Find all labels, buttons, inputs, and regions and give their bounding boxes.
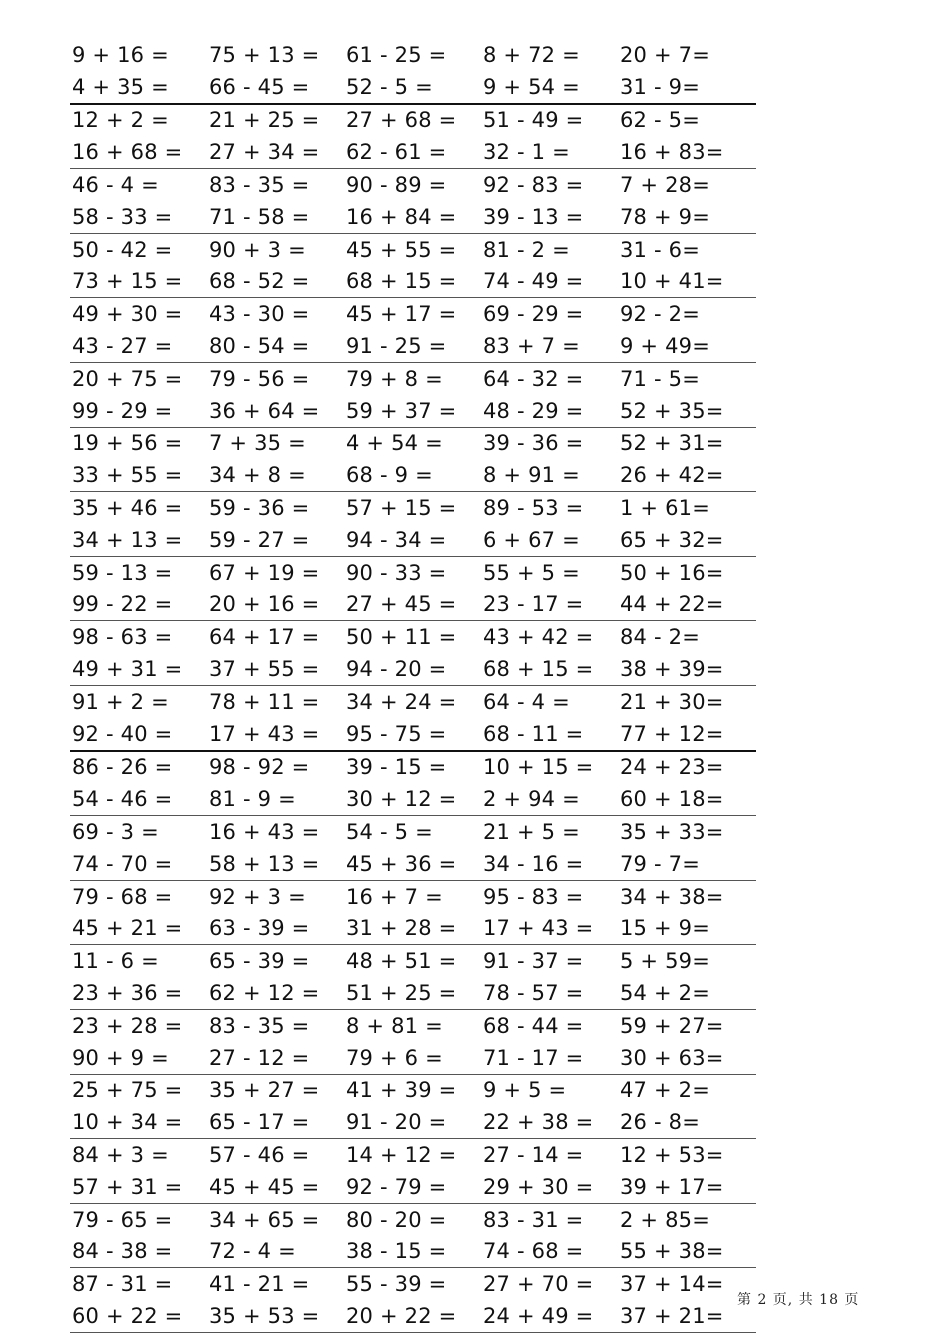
math-problem: 92 - 40 = [72,721,173,746]
math-problem: 34 + 13 = [72,527,183,552]
math-problem: 41 + 39 = [346,1078,457,1103]
math-problem: 54 - 46 = [72,787,173,812]
problem-group [70,105,756,170]
math-problem: 15 + 9= [620,916,711,941]
math-problem: 20 + 75 = [72,366,183,391]
math-problem: 54 + 2= [620,981,711,1005]
math-problem: 12 + 53= [620,1142,724,1167]
problem-row [70,1300,756,1332]
math-problem: 38 + 39= [620,657,724,682]
math-problem: 21 + 25 = [209,108,320,133]
problem-row [70,39,756,71]
math-problem: 39 - 15 = [346,755,447,780]
math-problem: 71 - 58 = [209,204,310,229]
problem-row [70,459,756,491]
math-problem: 79 + 6 = [346,1045,443,1070]
math-problem: 43 - 27 = [72,334,173,359]
math-problem: 29 + 30 = [483,1174,594,1199]
math-problem: 30 + 63= [620,1045,724,1070]
problem-row [70,945,756,977]
math-problem: 37 + 14= [620,1272,724,1297]
math-problem: 91 + 2 = [72,689,169,714]
problem-row [70,71,756,103]
problem-row [70,1075,756,1107]
math-problem: 23 + 28 = [72,1013,183,1038]
problem-row [70,913,756,945]
math-problem: 95 - 83 = [483,884,584,909]
problem-row [70,816,756,848]
math-problem: 91 - 37 = [483,949,584,974]
math-problem: 38 - 15 = [346,1239,447,1264]
math-problem: 64 - 32 = [483,366,584,391]
math-problem: 9 + 54 = [483,74,580,99]
math-problem: 12 + 2 = [72,108,169,133]
math-problem: 45 + 21 = [72,916,183,941]
math-problem: 79 - 65 = [72,1207,173,1232]
problem-row [70,1042,756,1074]
problem-group [70,816,756,881]
problem-row [70,1139,756,1171]
problem-row [70,1204,756,1236]
problem-row [70,718,756,750]
math-problem: 65 + 32= [620,527,724,552]
math-problem: 31 + 28 = [346,916,457,941]
problem-group [70,234,756,299]
problem-row [70,557,756,589]
math-problem: 16 + 68 = [72,140,183,165]
math-problem: 94 - 20 = [346,657,447,682]
math-problem: 68 - 9 = [346,463,433,488]
math-problem: 58 + 13 = [209,851,320,876]
math-problem: 23 + 36 = [72,981,183,1005]
math-problem: 51 + 25 = [346,981,457,1005]
math-problem: 2 + 94 = [483,787,580,812]
math-problem: 69 - 3 = [72,820,159,845]
math-problem: 69 - 29 = [483,302,584,327]
problem-row [70,201,756,233]
math-problem: 91 - 25 = [346,334,447,359]
math-problem: 43 + 42 = [483,625,594,650]
problem-group [70,621,756,686]
problem-group [70,298,756,363]
math-problem: 1 + 61= [620,496,711,521]
problem-row [70,395,756,427]
math-problem: 92 - 83 = [483,173,584,198]
math-problem: 58 - 33 = [72,204,173,229]
math-problem: 24 + 49 = [483,1303,594,1328]
math-problem: 49 + 31 = [72,657,183,682]
math-problem: 59 + 27= [620,1013,724,1038]
math-problem: 45 + 45 = [209,1174,320,1199]
math-problem: 17 + 43 = [209,721,320,746]
math-problem: 39 - 36 = [483,431,584,456]
problem-group [70,428,756,493]
math-problem: 37 + 55 = [209,657,320,682]
math-problem: 35 + 46 = [72,496,183,521]
math-problem: 45 + 17 = [346,302,457,327]
math-problem: 90 + 9 = [72,1045,169,1070]
math-problem: 71 - 5= [620,366,701,391]
math-problem: 5 + 59= [620,949,711,974]
math-problem: 59 - 13 = [72,560,173,585]
math-problem: 81 - 2 = [483,237,570,262]
math-problem: 73 + 15 = [72,269,183,294]
math-problem: 62 + 12 = [209,981,320,1005]
math-problem: 31 - 9= [620,74,701,99]
math-problem: 16 + 43 = [209,820,320,845]
math-problem: 59 - 27 = [209,527,310,552]
math-problem: 61 - 25 = [346,42,447,67]
problem-row [70,1171,756,1203]
math-problem: 55 + 38= [620,1239,724,1264]
math-problem: 68 - 52 = [209,269,310,294]
page-footer: 第 2 页, 共 18 页 [737,1292,860,1308]
math-problem: 89 - 53 = [483,496,584,521]
problem-row [70,1235,756,1267]
problem-row [70,298,756,330]
math-problem: 65 - 17 = [209,1110,310,1135]
math-problem: 44 + 22= [620,592,724,617]
math-problem: 34 + 65 = [209,1207,320,1232]
math-problem: 10 + 41= [620,269,724,294]
problem-group [70,492,756,557]
math-problem: 78 - 57 = [483,981,584,1005]
math-problem: 21 + 30= [620,689,724,714]
math-problem: 57 + 31 = [72,1174,183,1199]
math-problem: 78 + 9= [620,204,711,229]
math-problem: 32 - 1 = [483,140,570,165]
math-problem: 60 + 22 = [72,1303,183,1328]
math-problem: 45 + 55 = [346,237,457,262]
math-problem: 19 + 56 = [72,431,183,456]
math-problem: 83 + 7 = [483,334,580,359]
math-problem: 67 + 19 = [209,560,320,585]
math-problem: 68 - 44 = [483,1013,584,1038]
math-problem: 7 + 28= [620,173,711,198]
math-problem: 8 + 81 = [346,1013,443,1038]
math-problem: 14 + 12 = [346,1142,457,1167]
math-problem: 39 + 17= [620,1174,724,1199]
math-problem: 55 + 5 = [483,560,580,585]
math-problem: 68 - 11 = [483,721,584,746]
problem-row [70,653,756,685]
problem-row [70,589,756,621]
problem-row [70,428,756,460]
problem-group [70,1204,756,1269]
math-problem: 25 + 75 = [72,1078,183,1103]
math-problem: 43 - 30 = [209,302,310,327]
math-problem: 50 - 42 = [72,237,173,262]
math-problem: 27 + 70 = [483,1272,594,1297]
math-problem: 33 + 55 = [72,463,183,488]
math-problem: 90 - 89 = [346,173,447,198]
math-problem: 91 - 20 = [346,1110,447,1135]
math-problem: 30 + 12 = [346,787,457,812]
problem-row [70,1010,756,1042]
math-problem: 79 + 8 = [346,366,443,391]
math-problem: 52 + 31= [620,431,724,456]
math-problem: 80 - 20 = [346,1207,447,1232]
math-problem: 64 + 17 = [209,625,320,650]
problem-group [70,752,756,817]
math-problem: 62 - 5= [620,108,701,133]
math-problem: 7 + 35 = [209,431,306,456]
problem-row [70,1268,756,1300]
problem-row [70,363,756,395]
math-problem: 81 - 9 = [209,787,296,812]
math-problem: 20 + 22 = [346,1303,457,1328]
math-problem: 48 - 29 = [483,398,584,423]
math-problem: 45 + 36 = [346,851,457,876]
problem-group [70,39,756,105]
math-problem: 98 - 63 = [72,625,173,650]
math-problem: 98 - 92 = [209,755,310,780]
math-problem: 92 - 79 = [346,1174,447,1199]
math-problem: 49 + 30 = [72,302,183,327]
math-problem: 99 - 29 = [72,398,173,423]
math-problem: 41 - 21 = [209,1272,310,1297]
problem-row [70,752,756,784]
math-problem: 83 - 35 = [209,1013,310,1038]
math-problem: 83 - 35 = [209,173,310,198]
math-problem: 16 + 7 = [346,884,443,909]
math-problem: 77 + 12= [620,721,724,746]
math-problem: 39 - 13 = [483,204,584,229]
math-problem: 59 + 37 = [346,398,457,423]
problem-group [70,881,756,946]
math-problem: 34 + 38= [620,884,724,909]
math-problem: 16 + 84 = [346,204,457,229]
problem-row [70,169,756,201]
math-problem: 64 - 4 = [483,689,570,714]
math-problem: 84 - 2= [620,625,701,650]
math-problem: 37 + 21= [620,1303,724,1328]
problem-group [70,557,756,622]
math-problem: 27 + 68 = [346,108,457,133]
math-problem: 34 - 16 = [483,851,584,876]
math-problem: 86 - 26 = [72,755,173,780]
math-problem: 87 - 31 = [72,1272,173,1297]
math-problem: 35 + 27 = [209,1078,320,1103]
problem-row [70,977,756,1009]
math-problem: 74 - 70 = [72,851,173,876]
math-problem: 16 + 83= [620,140,724,165]
math-problem: 8 + 72 = [483,42,580,67]
math-problem: 72 - 4 = [209,1239,296,1264]
math-problem: 99 - 22 = [72,592,173,617]
problem-row [70,492,756,524]
problem-group [70,1139,756,1204]
math-problem: 31 - 6= [620,237,701,262]
math-problem: 84 - 38 = [72,1239,173,1264]
math-problem: 79 - 56 = [209,366,310,391]
problem-row [70,234,756,266]
math-problem: 9 + 5 = [483,1078,567,1103]
problem-row [70,881,756,913]
math-problem: 46 - 4 = [72,173,159,198]
math-problem: 27 - 12 = [209,1045,310,1070]
math-problem: 27 - 14 = [483,1142,584,1167]
math-problem: 6 + 67 = [483,527,580,552]
math-problem: 21 + 5 = [483,820,580,845]
math-problem: 48 + 51 = [346,949,457,974]
problem-group [70,945,756,1010]
math-problem: 92 - 2= [620,302,701,327]
math-problem: 36 + 64 = [209,398,320,423]
math-problem: 62 - 61 = [346,140,447,165]
problem-group [70,1075,756,1140]
problem-group [70,1268,756,1333]
math-problem: 17 + 43 = [483,916,594,941]
math-problem: 79 - 68 = [72,884,173,909]
math-problem: 9 + 49= [620,334,711,359]
problem-group [70,363,756,428]
math-problem: 26 + 42= [620,463,724,488]
math-problem: 83 - 31 = [483,1207,584,1232]
worksheet [70,39,756,1333]
math-problem: 2 + 85= [620,1207,711,1232]
math-problem: 50 + 11 = [346,625,457,650]
math-problem: 68 + 15 = [483,657,594,682]
problem-row [70,1106,756,1138]
math-problem: 75 + 13 = [209,42,320,67]
math-problem: 26 - 8= [620,1110,701,1135]
math-problem: 52 - 5 = [346,74,433,99]
math-problem: 20 + 16 = [209,592,320,617]
problem-group [70,686,756,752]
math-problem: 57 + 15 = [346,496,457,521]
math-problem: 9 + 16 = [72,42,169,67]
math-problem: 68 + 15 = [346,269,457,294]
problem-row [70,105,756,137]
math-problem: 35 + 53 = [209,1303,320,1328]
math-problem: 4 + 35 = [72,74,169,99]
math-problem: 60 + 18= [620,787,724,812]
math-problem: 47 + 2= [620,1078,711,1103]
math-problem: 4 + 54 = [346,431,443,456]
problem-group [70,169,756,234]
math-problem: 8 + 91 = [483,463,580,488]
math-problem: 84 + 3 = [72,1142,169,1167]
math-problem: 51 - 49 = [483,108,584,133]
problem-group [70,1010,756,1075]
math-problem: 94 - 34 = [346,527,447,552]
math-problem: 79 - 7= [620,851,701,876]
math-problem: 71 - 17 = [483,1045,584,1070]
math-problem: 54 - 5 = [346,820,433,845]
problem-row [70,621,756,653]
math-problem: 34 + 24 = [346,689,457,714]
math-problem: 34 + 8 = [209,463,306,488]
problem-row [70,266,756,298]
math-problem: 66 - 45 = [209,74,310,99]
math-problem: 95 - 75 = [346,721,447,746]
problem-row [70,848,756,880]
math-problem: 74 - 68 = [483,1239,584,1264]
math-problem: 63 - 39 = [209,916,310,941]
math-problem: 80 - 54 = [209,334,310,359]
math-problem: 78 + 11 = [209,689,320,714]
math-problem: 20 + 7= [620,42,711,67]
math-problem: 23 - 17 = [483,592,584,617]
problem-row [70,524,756,556]
math-problem: 35 + 33= [620,820,724,845]
math-problem: 27 + 45 = [346,592,457,617]
math-problem: 59 - 36 = [209,496,310,521]
math-problem: 90 - 33 = [346,560,447,585]
problem-row [70,686,756,718]
math-problem: 24 + 23= [620,755,724,780]
math-problem: 11 - 6 = [72,949,159,974]
math-problem: 57 - 46 = [209,1142,310,1167]
math-problem: 74 - 49 = [483,269,584,294]
math-problem: 55 - 39 = [346,1272,447,1297]
math-problem: 22 + 38 = [483,1110,594,1135]
math-problem: 52 + 35= [620,398,724,423]
math-problem: 10 + 34 = [72,1110,183,1135]
math-problem: 65 - 39 = [209,949,310,974]
problem-row [70,136,756,168]
math-problem: 90 + 3 = [209,237,306,262]
problem-row [70,330,756,362]
math-problem: 10 + 15 = [483,755,594,780]
math-problem: 27 + 34 = [209,140,320,165]
math-problem: 92 + 3 = [209,884,306,909]
math-problem: 50 + 16= [620,560,724,585]
problem-row [70,783,756,815]
